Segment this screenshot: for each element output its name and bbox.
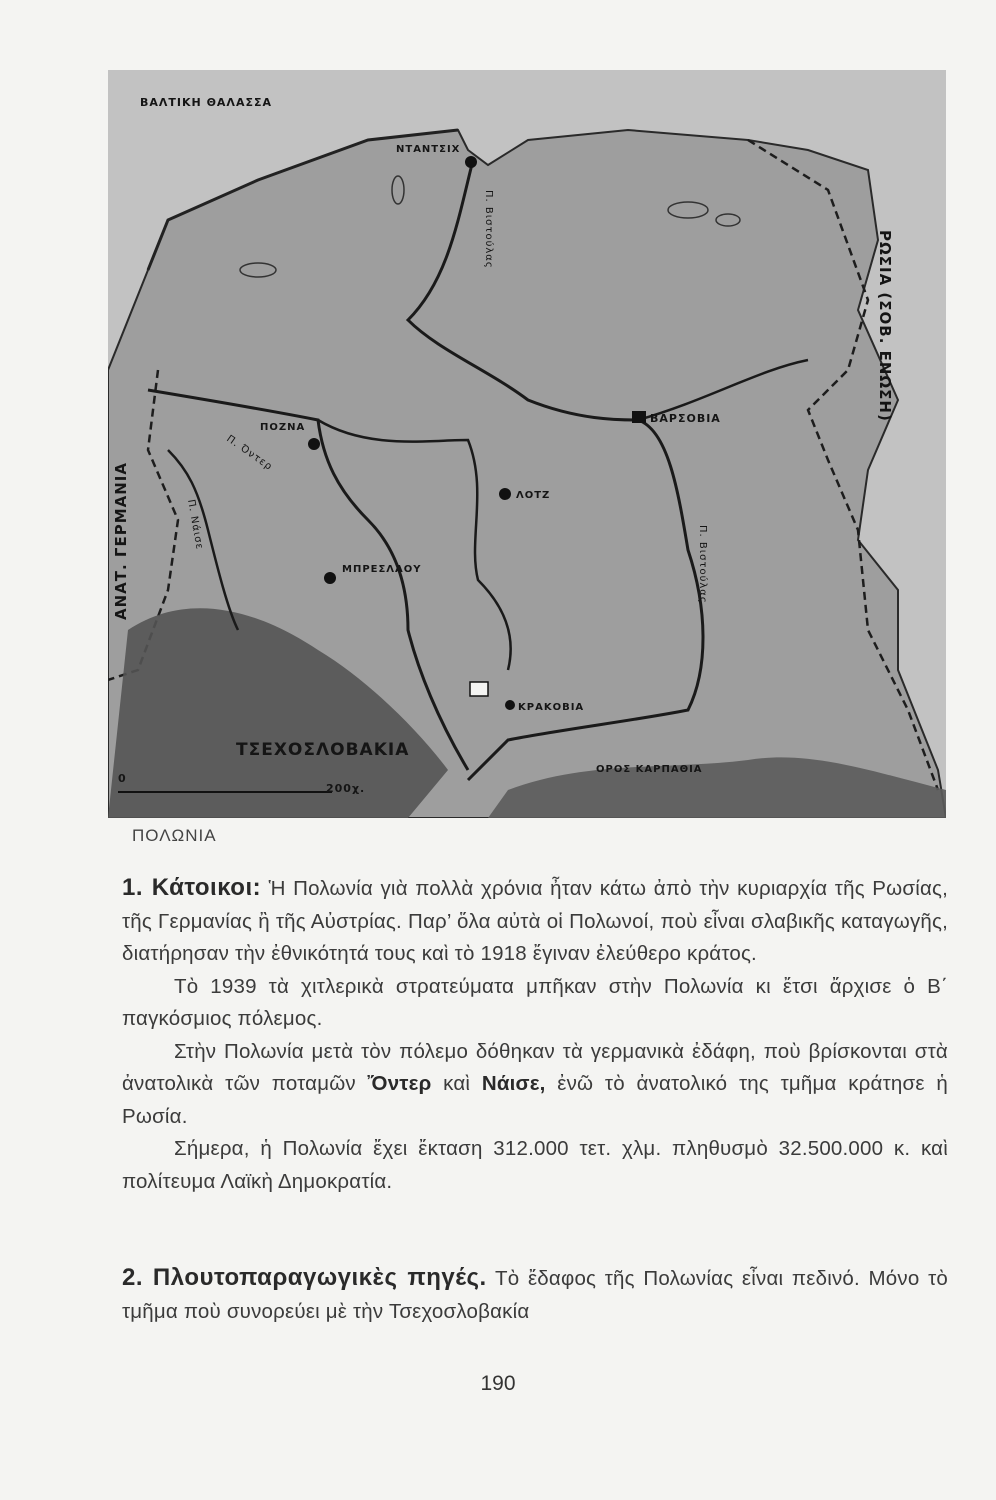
term-neisse: Νάισε, — [481, 1072, 546, 1095]
map-svg — [108, 70, 946, 818]
label-river-neisse: Π. Νάισε — [185, 498, 205, 551]
section-2 — [122, 1262, 948, 1328]
section-1-heading: 1. Κάτοικοι: — [122, 874, 262, 901]
paragraph-3-text-b: ἐνῶ τὸ ἀνατολικό της τμῆμα κράτησε ἡ Ρωσία. — [122, 1072, 948, 1128]
label-czechoslovakia: ΤΣΕΧΟΣΛΟΒΑΚΙΑ — [236, 740, 410, 760]
label-warsaw: ΒΑΡΣΟΒΙΑ — [650, 412, 721, 425]
label-krakow: ΚΡΑΚΟΒΙΑ — [518, 702, 585, 713]
section-2-paragraph-1: Τὸ ἔδαφος τῆς Πολωνίας εἶναι πεδινό. Μόνο τὸ τμῆμα ποὺ συνορεύει μὲ τὴν Τσεχοσλοβακία — [122, 1267, 948, 1323]
label-wroclaw: ΜΠΡΕΣΛΑΟΥ — [342, 564, 422, 575]
section-1-paragraph-2: Τὸ 1939 τὰ χιτλερικὰ στρατεύματα μπῆκαν στὴν Πολωνία κι ἔτσι ἄρχισε ὁ Β΄ παγκόσμιος πόλεμος. — [122, 974, 948, 1030]
label-poznan: ΠΟΖΝΑ — [260, 422, 306, 433]
label-carpathian: ΟΡΟΣ ΚΑΡΠΑΘΙΑ — [596, 764, 703, 775]
section-1 — [122, 872, 948, 1198]
map-figure — [108, 70, 946, 818]
scale-end: 200χ. — [326, 782, 366, 795]
scale-start: 0 — [118, 772, 127, 785]
city-krakow-dot — [505, 700, 515, 710]
city-poznan-dot — [308, 438, 320, 450]
label-baltic-sea: ΒΑΛΤΙΚΗ ΘΑΛΑΣΣΑ — [140, 96, 272, 109]
label-river-oder: Π. Όντερ — [224, 433, 275, 474]
industrial-marker — [470, 682, 488, 696]
city-wroclaw-dot — [324, 572, 336, 584]
label-lodz: ΛΟΤΖ — [516, 490, 551, 501]
section-1-paragraph-4: Σήμερα, ἡ Πολωνία ἔχει ἔκταση 312.000 τετ. χλμ. πληθυσμὸ 32.500.000 κ. καὶ πολίτευμα Λαϊκὴ Δημοκρατία. — [122, 1137, 948, 1193]
section-2-heading: 2. Πλουτοπαραγωγικὲς πηγές. — [122, 1264, 487, 1291]
city-lodz-dot — [499, 488, 511, 500]
city-warsaw-marker — [632, 411, 646, 423]
label-russia: ΡΩΣΙΑ (ΣΟΒ. ΕΝΩΣΗ) — [876, 230, 894, 422]
label-river-vistula-south: Π. Βιστούλας — [697, 525, 708, 604]
paragraph-3-text-a: Στὴν Πολωνία μετὰ τὸν πόλεμο δόθηκαν τὰ γερμανικὰ ἐδάφη, ποὺ βρίσκονται στὰ ἀνατολικὰ τῶν ποταμῶν — [122, 1039, 948, 1095]
paragraph-3-and: καὶ — [443, 1072, 471, 1095]
section-1-paragraph-3 — [122, 1036, 948, 1134]
label-east-germany: ΑΝΑΤ. ΓΕΡΜΑΝΙΑ — [112, 461, 130, 620]
label-gdansk: ΝΤΑΝΤΣΙΧ — [396, 144, 461, 155]
page-number: 190 — [480, 1372, 516, 1395]
section-1-paragraph-1: Ἡ Πολωνία γιὰ πολλὰ χρόνια ἦταν κάτω ἀπὸ τὴν κυριαρχία τῆς Ρωσίας, τῆς Γερμανίας ἢ τῆς Αὐστρίας. Παρ’ ὅλα αὐτὰ οἱ Πολωνοί, ποὺ εἶναι σλαβικῆς καταγωγῆς, διατήρησαν τὴν ἐθνικότητά τους καὶ τὸ 1918 ἔγιναν ἐλεύθερο κράτος. — [122, 877, 949, 965]
term-oder: Ὄντερ — [367, 1072, 432, 1095]
city-gdansk-dot — [465, 156, 477, 168]
figure-caption: ΠΟΛΩΝΙΑ — [132, 826, 217, 845]
label-river-vistula-north: Π. Βιστούλας — [483, 190, 494, 269]
